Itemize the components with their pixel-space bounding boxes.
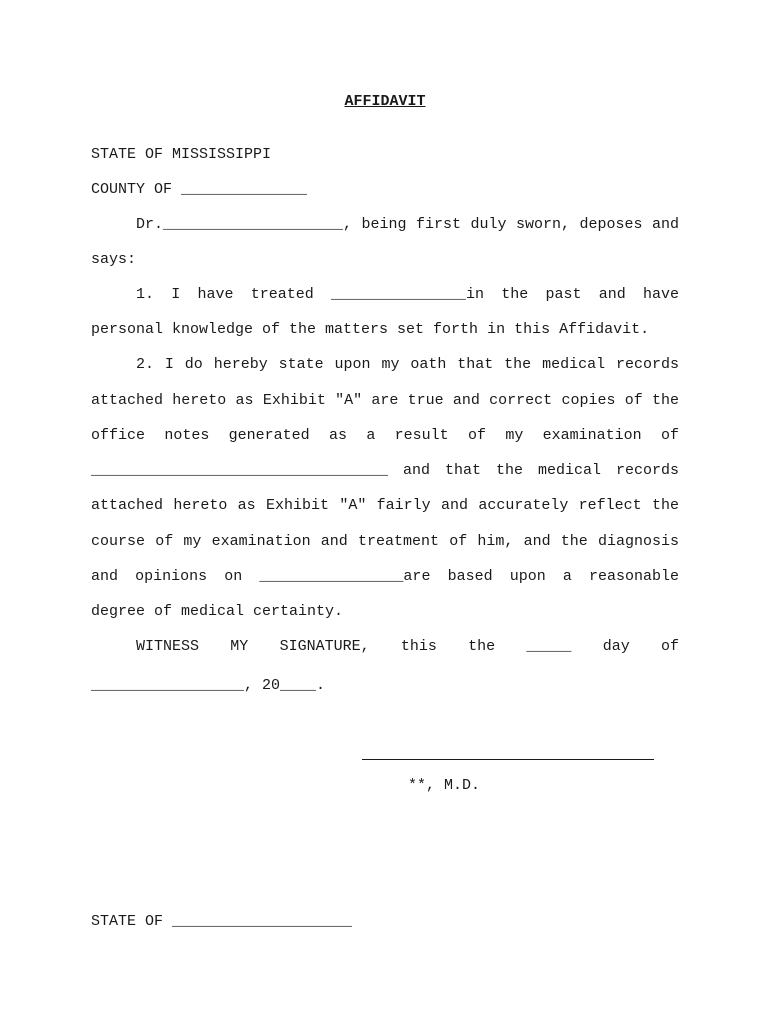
para1-line-2: personal knowledge of the matters set forth in this Affidavit. [91, 321, 650, 338]
intro-line-1: Dr.____________________, being first duly sworn, deposes and [136, 216, 679, 233]
signature-line [362, 759, 654, 760]
intro-line-2: says: [91, 251, 137, 268]
para2-line-6: course of my examination and treatment of him, and the diagnosis [91, 533, 679, 550]
para1-line-1: 1. I have treated _______________in the past and have [136, 286, 679, 303]
para2-line-4: _________________________________ and that the medical records [91, 462, 679, 479]
para2-line-2: attached hereto as Exhibit "A" are true and correct copies of the [91, 392, 679, 409]
state-line: STATE OF MISSISSIPPI [91, 146, 272, 163]
signature-name: **, M.D. [408, 777, 481, 794]
para2-line-7: and opinions on ________________are based upon a reasonable [91, 568, 679, 585]
para2-line-3: office notes generated as a result of my examination of [91, 427, 679, 444]
witness-line-2: _________________, 20____. [91, 677, 326, 694]
para2-line-5: attached hereto as Exhibit "A" fairly and accurately reflect the [91, 497, 679, 514]
document-title: AFFIDAVIT [344, 93, 426, 110]
state-of-line: STATE OF ____________________ [91, 913, 353, 930]
witness-line-1: WITNESS MY SIGNATURE, this the _____ day of [136, 638, 679, 655]
county-line: COUNTY OF ______________ [91, 181, 308, 198]
para2-line-8: degree of medical certainty. [91, 603, 344, 620]
para2-line-1: 2. I do hereby state upon my oath that the medical records [136, 356, 679, 373]
